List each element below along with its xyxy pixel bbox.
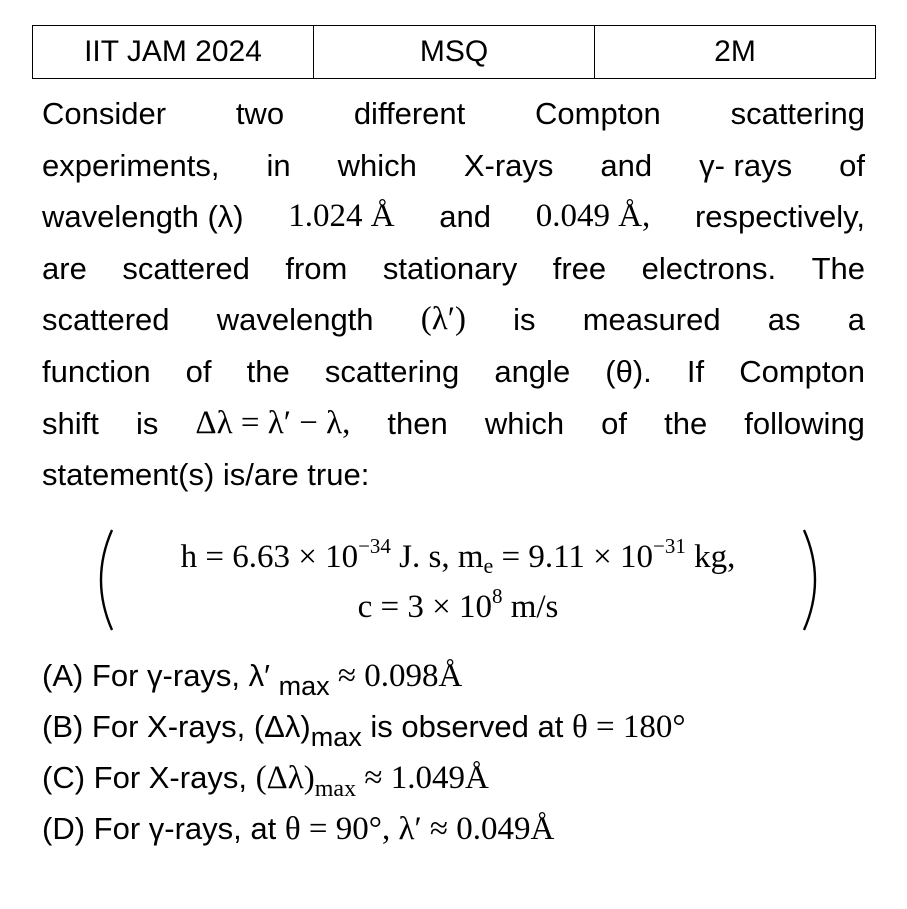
option-b <box>42 709 686 753</box>
word: (θ). <box>605 353 652 389</box>
option-d <box>42 811 554 848</box>
option-c-value: ≈ 1.049Å <box>356 760 489 796</box>
word: Consider <box>42 96 167 131</box>
word: are <box>42 250 87 286</box>
right-parenthesis-icon <box>800 528 828 632</box>
word: in <box>266 147 291 183</box>
word: measured <box>582 302 721 338</box>
scattered-wavelength-symbol: (λ′) <box>420 301 466 338</box>
physical-constants <box>88 528 828 632</box>
word: two <box>235 96 285 131</box>
word: different <box>353 96 466 131</box>
word: of <box>185 353 212 389</box>
question-type: MSQ <box>314 26 595 79</box>
option-c <box>42 760 489 803</box>
question-line-7 <box>42 398 865 450</box>
word: scattered <box>42 302 170 338</box>
option-c-expression: (Δλ) <box>255 760 315 796</box>
option-b-angle: θ = 180° <box>571 709 686 745</box>
word: If <box>686 353 705 389</box>
question-line-6 <box>42 346 865 398</box>
option-c-label: (C) For X-rays, <box>42 760 256 795</box>
option-b-label: (B) For X-rays, (Δλ) <box>42 709 311 744</box>
question-line-1 <box>42 88 865 140</box>
option-c-subscript: max <box>314 776 357 802</box>
gamma-wavelength: 0.049 Å, <box>535 198 651 235</box>
constants-line-2 <box>116 584 800 626</box>
word: the <box>664 405 708 441</box>
word: experiments, <box>42 147 220 183</box>
electron-mass-subscript: e <box>483 553 494 578</box>
question-marks: 2M <box>595 26 876 79</box>
word: scattering <box>324 353 460 389</box>
option-b-text: is observed at <box>361 709 572 744</box>
question-line-2 <box>42 140 865 192</box>
question-line-5 <box>42 294 865 346</box>
word: scattered <box>122 250 250 286</box>
option-b-subscript: max <box>310 722 362 752</box>
word: stationary <box>382 250 518 286</box>
word: Compton <box>535 96 661 131</box>
electron-mass: = 9.11 × 10 <box>493 539 654 575</box>
speed-of-light-exponent: 8 <box>491 584 503 608</box>
question-line-8 <box>42 449 865 501</box>
word: then <box>387 405 448 441</box>
word: wavelength <box>216 302 374 338</box>
word: is <box>135 405 159 441</box>
speed-of-light-unit: m/s <box>502 589 559 625</box>
word: X-rays <box>463 147 554 183</box>
word: as <box>767 302 801 338</box>
word: following <box>744 405 865 441</box>
word: a <box>847 302 865 338</box>
header-table <box>32 25 876 79</box>
option-a <box>42 658 462 702</box>
word: wavelength (λ) <box>42 199 244 235</box>
exam-name: IIT JAM 2024 <box>33 26 314 79</box>
compton-shift-equation: Δλ = λ′ − λ, <box>195 404 351 441</box>
xray-wavelength: 1.024 Å <box>288 198 395 235</box>
option-a-value: ≈ 0.098Å <box>329 658 463 694</box>
option-a-label: (A) For γ-rays, λ′ <box>42 658 270 693</box>
planck-constant: h = 6.63 × 10 <box>180 539 359 575</box>
word: of <box>601 405 628 441</box>
word: respectively, <box>694 199 865 235</box>
word: which <box>484 405 565 441</box>
question-text <box>42 88 865 501</box>
word: the <box>246 353 290 389</box>
word: The <box>811 250 865 286</box>
word: is <box>513 302 536 338</box>
planck-exponent: −34 <box>358 534 391 558</box>
word: from <box>285 250 348 286</box>
left-parenthesis-icon <box>88 528 116 632</box>
word: and <box>439 199 492 235</box>
word: free <box>552 250 607 286</box>
word: Compton <box>739 353 865 389</box>
word: which <box>337 147 417 183</box>
question-prompt: statement(s) is/are true: <box>42 457 370 493</box>
word: function <box>42 353 151 389</box>
constants-line-1 <box>116 534 800 579</box>
word: of <box>839 147 865 183</box>
word: electrons. <box>641 250 777 286</box>
question-line-4 <box>42 243 865 295</box>
planck-unit: J. s, m <box>390 539 484 575</box>
word: and <box>600 147 653 183</box>
question-line-3 <box>42 191 865 243</box>
electron-mass-unit: kg, <box>685 539 736 575</box>
word: scattering <box>730 96 865 131</box>
option-d-label: (D) For γ-rays, at <box>42 811 285 846</box>
option-d-expression: θ = 90°, λ′ ≈ 0.049Å <box>284 811 555 847</box>
option-a-subscript: max <box>278 671 330 701</box>
speed-of-light: c = 3 × 10 <box>357 589 492 625</box>
electron-mass-exponent: −31 <box>653 534 686 558</box>
word: shift <box>42 405 99 441</box>
word: γ- rays <box>699 147 793 183</box>
word: angle <box>494 353 571 389</box>
